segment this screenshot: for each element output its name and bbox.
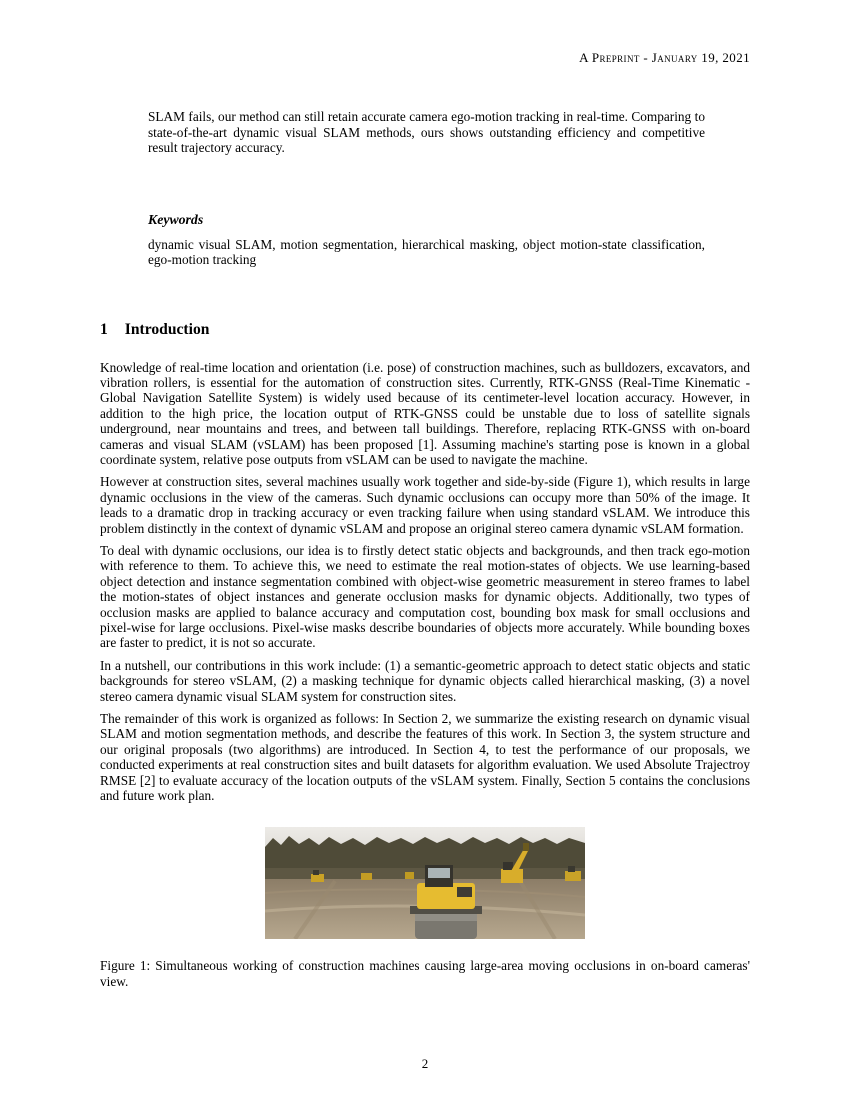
intro-paragraph-2: However at construction sites, several machines usually work together and side-by-side (Figure 1), which results in large dynamic occlusions in the view of the cameras. Such dynamic occlusions can occupy more than 50% of the image. It leads to a dramatic drop in tracking accuracy or even tracking failure when using standard vSLAM. We introduce this problem distinctly in the context of dynamic vSLAM and propose an original stereo camera dynamic vSLAM formation. [100,474,750,536]
section-1-heading [100,321,750,339]
intro-paragraph-4: In a nutshell, our contributions in this work include: (1) a semantic-geometric approach to detect static objects and static backgrounds for stereo vSLAM, (2) a masking technique for dynamic objects called hierarchical masking, (3) a novel stereo camera dynamic visual SLAM system for construction sites. [100,657,750,704]
intro-paragraph-3: To deal with dynamic occlusions, our idea is to firstly detect static objects and backgrounds, and then track ego-motion with reference to them. To achieve this, we need to estimate the real motion-states of objects. We use learning-based object detection and instance segmentation combined with object-wise geometric measurement in stereo frames to label the motion-states of object instances and generate occlusion masks for dynamic objects. Additionally, two types of occlusion masks are applied to balance accuracy and computation cost, bounding box mask for small occlusions and pixel-wise for large occlusions. Pixel-wise masks describe boundaries of objects more accurately. While bounding boxes are faster to predict, it is not so accurate. [100,542,750,651]
keywords-label: Keywords [148,211,204,227]
figure1-image [265,827,585,939]
intro-paragraph-1: Knowledge of real-time location and orientation (i.e. pose) of construction machines, such as bulldozers, excavators, and vibration rollers, is essential for the automation of construction sites. Currently, RTK-GNSS (Real-Time Kinematic - Global Navigation Satellite System) is widely used because of its centimeter-level location accuracy. However, in addition to the high price, the location output of RTK-GNSS could be unstable due to loss of satellite signals underground, near mountains and trees, and between tall buildings. Therefore, replacing RTK-GNSS with on-board cameras and visual SLAM (vSLAM) has been proposed [1]. Assuming machine's starting pose is known in a global coordinate system, relative pose outputs from vSLAM can be used to navigate the machine. [100,359,750,467]
section-1-number: 1 [100,320,108,338]
figure1 [100,827,750,944]
page-number: 2 [421,1056,429,1071]
preprint-header-date: A Preprint - January 19, 2021 [579,50,750,65]
abstract-continuation: SLAM fails, our method can still retain accurate camera ego-motion tracking in real-time. Comparing to state-of-the-art dynamic visual SLAM methods, ours shows outstanding efficiency and competitive result trajectory accuracy. [148,109,705,155]
intro-paragraph-5: The remainder of this work is organized as follows: In Section 2, we summarize the existing research on dynamic visual SLAM and motion segmentation methods, and describe the features of this work. In Section 3, the system structure and our original proposals (two algorithms) are introduced. In Section 4, to test the performance of our proposals, we conducted experiments at real construction sites and built datasets for algorithm evaluation. We used Absolute Trajectroy RMSE [2] to evaluate accuracy of the location outputs of the vSLAM system. Finally, Section 5 contains the conclusions and future work plan. [100,711,750,804]
section-1-title: Introduction [124,320,210,338]
page-content [100,0,750,989]
keywords-text: dynamic visual SLAM, motion segmentation, hierarchical masking, object motion-state classification, ego-motion tracking [148,236,705,267]
figure1-caption: Figure 1: Simultaneous working of construction machines causing large-area moving occlusions in on-board cameras' view. [100,958,750,989]
